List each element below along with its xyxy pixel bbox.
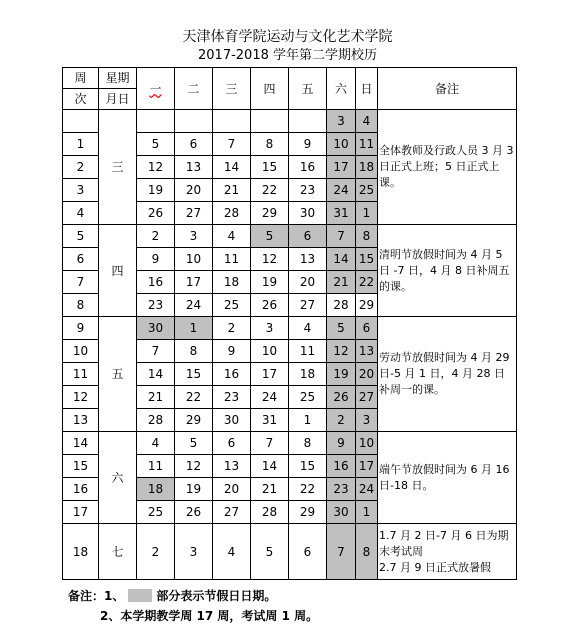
week-number: 4 <box>63 202 99 225</box>
day-cell: 12 <box>137 156 175 179</box>
day-header-mon: 一 <box>137 68 175 110</box>
week-number: 17 <box>63 501 99 524</box>
day-cell: 18 <box>137 478 175 501</box>
week-number: 14 <box>63 432 99 455</box>
day-cell: 29 <box>289 501 327 524</box>
note-cell: 劳动节放假时间为 4 月 29 日-5 月 1 日，4 月 28 日补周一的课。 <box>378 317 517 432</box>
day-cell: 30 <box>213 409 251 432</box>
day-cell: 24 <box>356 478 378 501</box>
day-cell: 2 <box>137 524 175 580</box>
day-cell: 20 <box>356 363 378 386</box>
month-label: 三 <box>99 110 137 225</box>
day-cell: 23 <box>327 478 356 501</box>
day-cell: 1 <box>356 501 378 524</box>
day-cell <box>251 110 289 133</box>
day-cell: 13 <box>213 455 251 478</box>
day-cell: 23 <box>289 179 327 202</box>
day-cell: 26 <box>327 386 356 409</box>
day-cell: 4 <box>289 317 327 340</box>
day-cell: 17 <box>175 271 213 294</box>
day-cell: 2 <box>137 225 175 248</box>
month-header-bottom: 月日 <box>99 89 137 110</box>
day-cell: 20 <box>289 271 327 294</box>
day-cell: 4 <box>137 432 175 455</box>
calendar-table <box>62 67 517 580</box>
day-cell: 18 <box>213 271 251 294</box>
day-cell: 5 <box>327 317 356 340</box>
week-header-top: 周 <box>63 68 99 89</box>
day-cell: 12 <box>175 455 213 478</box>
note-cell: 全体教师及行政人员 3 月 3 日正式上班；5 日正式上课。 <box>378 110 517 225</box>
day-cell: 25 <box>137 501 175 524</box>
note-cell: 1.7 月 2 日-7 月 6 日为期末考试周 2.7 月 9 日正式放暑假 <box>378 524 517 580</box>
footnote-legend: 备注：1、 部分表示节假日日期。 <box>68 589 277 603</box>
day-cell: 25 <box>213 294 251 317</box>
week-number: 8 <box>63 294 99 317</box>
day-cell: 11 <box>213 248 251 271</box>
day-cell: 19 <box>251 271 289 294</box>
day-cell: 6 <box>356 317 378 340</box>
day-cell: 26 <box>137 202 175 225</box>
day-cell: 22 <box>289 478 327 501</box>
day-cell <box>289 110 327 133</box>
calendar-row <box>63 225 517 248</box>
month-label: 六 <box>99 432 137 524</box>
day-cell: 17 <box>327 156 356 179</box>
day-cell: 26 <box>175 501 213 524</box>
day-cell: 30 <box>137 317 175 340</box>
holiday-legend-swatch <box>128 589 152 602</box>
calendar-row <box>63 110 517 133</box>
notes-header: 备注 <box>378 68 517 110</box>
day-cell: 4 <box>356 110 378 133</box>
month-label: 四 <box>99 225 137 317</box>
week-number: 6 <box>63 248 99 271</box>
day-cell: 4 <box>213 225 251 248</box>
calendar-row <box>63 524 517 580</box>
day-cell: 6 <box>289 524 327 580</box>
day-cell: 17 <box>356 455 378 478</box>
day-cell: 24 <box>175 294 213 317</box>
day-cell: 16 <box>327 455 356 478</box>
day-cell: 3 <box>251 317 289 340</box>
day-cell: 29 <box>175 409 213 432</box>
day-cell: 1 <box>175 317 213 340</box>
day-cell: 31 <box>327 202 356 225</box>
day-cell: 14 <box>213 156 251 179</box>
day-cell: 8 <box>251 133 289 156</box>
day-cell: 9 <box>327 432 356 455</box>
day-header-thu: 四 <box>251 68 289 110</box>
day-cell: 9 <box>289 133 327 156</box>
day-cell: 7 <box>213 133 251 156</box>
day-cell: 10 <box>327 133 356 156</box>
day-cell: 7 <box>327 225 356 248</box>
day-cell: 28 <box>137 409 175 432</box>
day-cell: 5 <box>175 432 213 455</box>
week-number: 16 <box>63 478 99 501</box>
day-cell: 31 <box>251 409 289 432</box>
day-cell: 8 <box>356 225 378 248</box>
day-cell: 26 <box>251 294 289 317</box>
day-cell: 15 <box>175 363 213 386</box>
day-cell: 28 <box>213 202 251 225</box>
day-cell: 21 <box>213 179 251 202</box>
day-cell: 27 <box>213 501 251 524</box>
week-number: 5 <box>63 225 99 248</box>
day-cell: 21 <box>327 271 356 294</box>
month-label: 七 <box>99 524 137 580</box>
day-cell: 10 <box>251 340 289 363</box>
day-cell: 14 <box>251 455 289 478</box>
day-cell: 27 <box>289 294 327 317</box>
day-cell: 13 <box>175 156 213 179</box>
day-cell: 9 <box>137 248 175 271</box>
day-cell: 8 <box>356 524 378 580</box>
day-cell: 3 <box>175 524 213 580</box>
day-cell: 15 <box>251 156 289 179</box>
week-number: 15 <box>63 455 99 478</box>
day-cell: 3 <box>327 110 356 133</box>
note-cell: 清明节放假时间为 4 月 5 日 -7 日，4 月 8 日补周五的课。 <box>378 225 517 317</box>
day-cell: 30 <box>327 501 356 524</box>
day-cell <box>213 110 251 133</box>
day-cell: 25 <box>289 386 327 409</box>
day-cell: 10 <box>356 432 378 455</box>
day-cell: 27 <box>356 386 378 409</box>
week-number: 9 <box>63 317 99 340</box>
day-cell: 14 <box>137 363 175 386</box>
week-number: 18 <box>63 524 99 580</box>
week-number: 2 <box>63 156 99 179</box>
day-cell: 29 <box>251 202 289 225</box>
day-cell: 28 <box>327 294 356 317</box>
week-header-bottom: 次 <box>63 89 99 110</box>
day-cell: 9 <box>213 340 251 363</box>
calendar-subtitle: 2017-2018 学年第二学期校历 <box>198 48 377 63</box>
note-cell: 端午节放假时间为 6 月 16 日-18 日。 <box>378 432 517 524</box>
day-cell: 19 <box>327 363 356 386</box>
day-cell: 16 <box>289 156 327 179</box>
day-cell: 6 <box>175 133 213 156</box>
week-number: 7 <box>63 271 99 294</box>
day-cell: 7 <box>251 432 289 455</box>
day-cell: 17 <box>251 363 289 386</box>
day-cell: 28 <box>251 501 289 524</box>
day-cell: 24 <box>251 386 289 409</box>
day-cell: 11 <box>137 455 175 478</box>
day-cell: 16 <box>137 271 175 294</box>
day-cell: 19 <box>137 179 175 202</box>
calendar-row <box>63 432 517 455</box>
week-number: 13 <box>63 409 99 432</box>
month-header-top: 星期 <box>99 68 137 89</box>
day-cell: 23 <box>213 386 251 409</box>
day-cell: 5 <box>251 225 289 248</box>
day-cell: 12 <box>251 248 289 271</box>
day-cell: 8 <box>175 340 213 363</box>
day-cell <box>137 110 175 133</box>
day-cell: 22 <box>175 386 213 409</box>
day-cell: 27 <box>175 202 213 225</box>
week-number <box>63 110 99 133</box>
day-cell: 2 <box>213 317 251 340</box>
day-header-fri: 五 <box>289 68 327 110</box>
day-cell: 3 <box>175 225 213 248</box>
day-header-sat: 六 <box>327 68 356 110</box>
day-cell: 20 <box>175 179 213 202</box>
day-cell: 22 <box>251 179 289 202</box>
week-number: 3 <box>63 179 99 202</box>
day-cell: 29 <box>356 294 378 317</box>
day-header-wed: 三 <box>213 68 251 110</box>
calendar-title: 天津体育学院运动与文化艺术学院 <box>182 29 393 45</box>
day-cell: 3 <box>356 409 378 432</box>
day-cell: 5 <box>137 133 175 156</box>
week-number: 1 <box>63 133 99 156</box>
week-number: 12 <box>63 386 99 409</box>
day-cell: 19 <box>175 478 213 501</box>
day-cell: 10 <box>175 248 213 271</box>
day-cell: 15 <box>356 248 378 271</box>
day-cell: 12 <box>327 340 356 363</box>
day-cell: 16 <box>213 363 251 386</box>
day-cell: 15 <box>289 455 327 478</box>
day-cell: 30 <box>289 202 327 225</box>
day-cell: 1 <box>356 202 378 225</box>
day-cell: 11 <box>289 340 327 363</box>
day-cell: 4 <box>213 524 251 580</box>
day-cell: 24 <box>327 179 356 202</box>
day-cell: 13 <box>356 340 378 363</box>
day-cell: 18 <box>356 156 378 179</box>
day-cell: 2 <box>327 409 356 432</box>
day-cell: 21 <box>137 386 175 409</box>
day-header-tue: 二 <box>175 68 213 110</box>
day-cell: 11 <box>356 133 378 156</box>
day-header-sun: 日 <box>356 68 378 110</box>
day-cell: 7 <box>137 340 175 363</box>
day-cell: 22 <box>356 271 378 294</box>
day-cell: 25 <box>356 179 378 202</box>
day-cell: 14 <box>327 248 356 271</box>
calendar-row <box>63 317 517 340</box>
day-cell: 18 <box>289 363 327 386</box>
day-cell <box>175 110 213 133</box>
day-cell: 13 <box>289 248 327 271</box>
day-cell: 5 <box>251 524 289 580</box>
day-cell: 6 <box>213 432 251 455</box>
day-cell: 7 <box>327 524 356 580</box>
week-number: 11 <box>63 363 99 386</box>
day-cell: 8 <box>289 432 327 455</box>
day-cell: 20 <box>213 478 251 501</box>
footnote-weeks: 2、本学期教学周 17 周，考试周 1 周。 <box>100 609 319 623</box>
day-cell: 1 <box>289 409 327 432</box>
day-cell: 6 <box>289 225 327 248</box>
month-label: 五 <box>99 317 137 432</box>
day-cell: 21 <box>251 478 289 501</box>
week-number: 10 <box>63 340 99 363</box>
day-cell: 23 <box>137 294 175 317</box>
